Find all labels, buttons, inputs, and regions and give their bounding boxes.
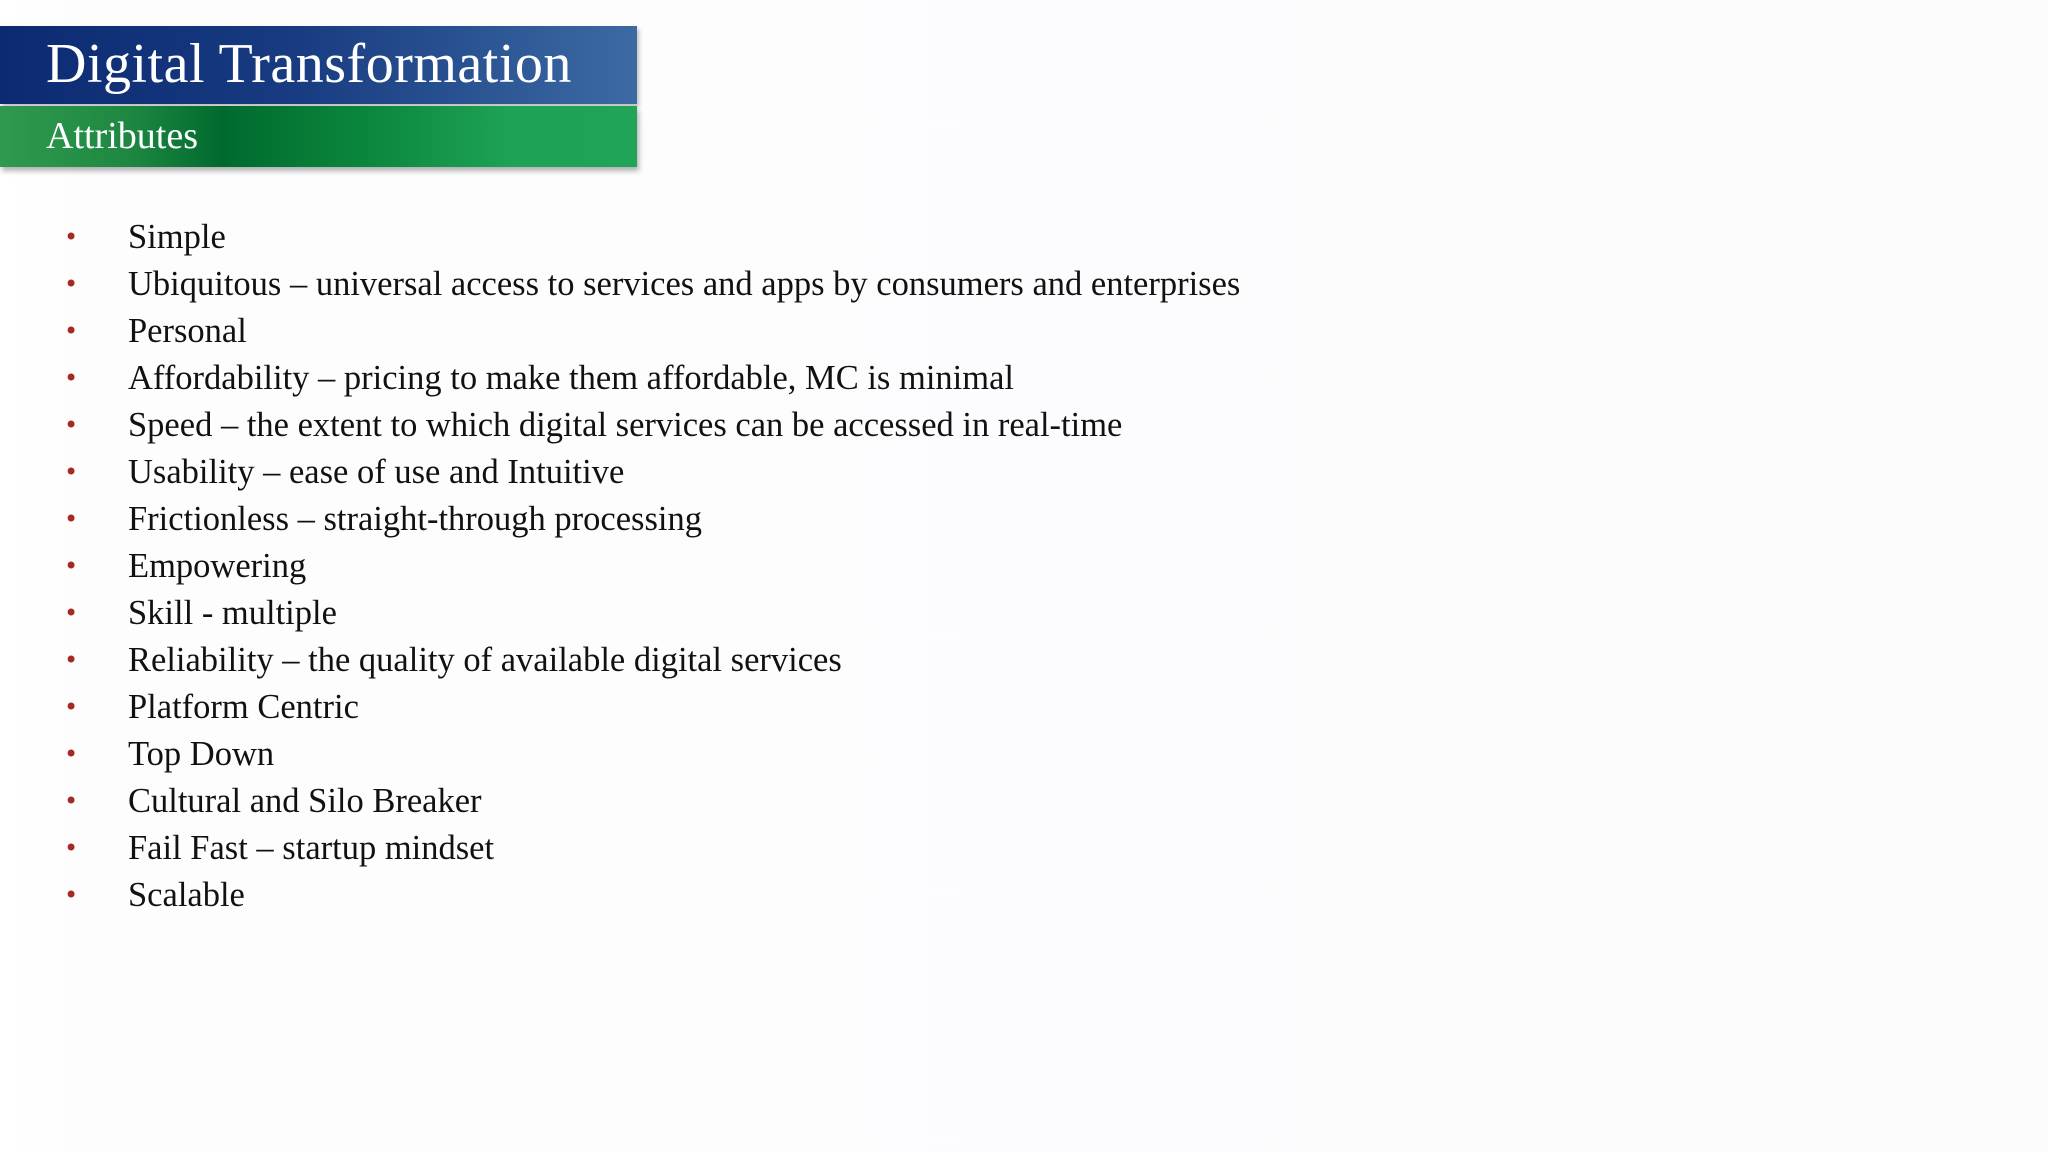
bullet-text: Ubiquitous – universal access to services and apps by consumers and enterprises [128, 265, 1241, 303]
bullet-list [0, 214, 1700, 919]
bullet-icon: • [64, 458, 79, 486]
bullet-text: Empowering [128, 547, 307, 585]
bullet-item [0, 684, 1700, 731]
bullet-icon: • [64, 552, 79, 580]
title-banner [0, 26, 637, 104]
bullet-text: Personal [128, 312, 247, 350]
bullet-text: Top Down [128, 735, 275, 773]
bullet-text: Platform Centric [128, 688, 359, 726]
bullet-text: Usability – ease of use and Intuitive [128, 453, 625, 491]
bullet-text: Scalable [128, 876, 245, 914]
bullet-text: Fail Fast – startup mindset [128, 829, 495, 867]
bullet-item [0, 825, 1700, 872]
bullet-item [0, 308, 1700, 355]
bullet-text: Affordability – pricing to make them affordable, MC is minimal [128, 359, 1014, 397]
bullet-icon: • [64, 787, 79, 815]
bullet-icon: • [64, 740, 79, 768]
bullet-item [0, 731, 1700, 778]
bullet-icon: • [64, 646, 79, 674]
bullet-icon: • [64, 505, 79, 533]
bullet-icon: • [64, 693, 79, 721]
bullet-icon: • [64, 270, 79, 298]
bullet-item [0, 449, 1700, 496]
bullet-icon: • [64, 411, 79, 439]
bullet-item [0, 261, 1700, 308]
bullet-text: Skill - multiple [128, 594, 337, 632]
bullet-icon: • [64, 223, 79, 251]
subtitle-banner [0, 106, 637, 167]
bullet-icon: • [64, 599, 79, 627]
bullet-text: Reliability – the quality of available digital services [128, 641, 842, 679]
bullet-icon: • [64, 364, 79, 392]
bullet-icon: • [64, 834, 79, 862]
bullet-item [0, 496, 1700, 543]
bullet-icon: • [64, 881, 79, 909]
bullet-item [0, 590, 1700, 637]
bullet-item [0, 543, 1700, 590]
bullet-item [0, 778, 1700, 825]
bullet-item [0, 402, 1700, 449]
bullet-item [0, 355, 1700, 402]
bullet-text: Frictionless – straight-through processing [128, 500, 702, 538]
bullet-text: Cultural and Silo Breaker [128, 782, 482, 820]
bullet-icon: • [64, 317, 79, 345]
bullet-item [0, 637, 1700, 684]
slide-title: Digital Transformation [46, 33, 572, 95]
bullet-text: Simple [128, 218, 226, 256]
bullet-text: Speed – the extent to which digital services can be accessed in real-time [128, 406, 1123, 444]
slide-subtitle: Attributes [46, 115, 198, 157]
bullet-item [0, 214, 1700, 261]
bullet-item [0, 872, 1700, 919]
